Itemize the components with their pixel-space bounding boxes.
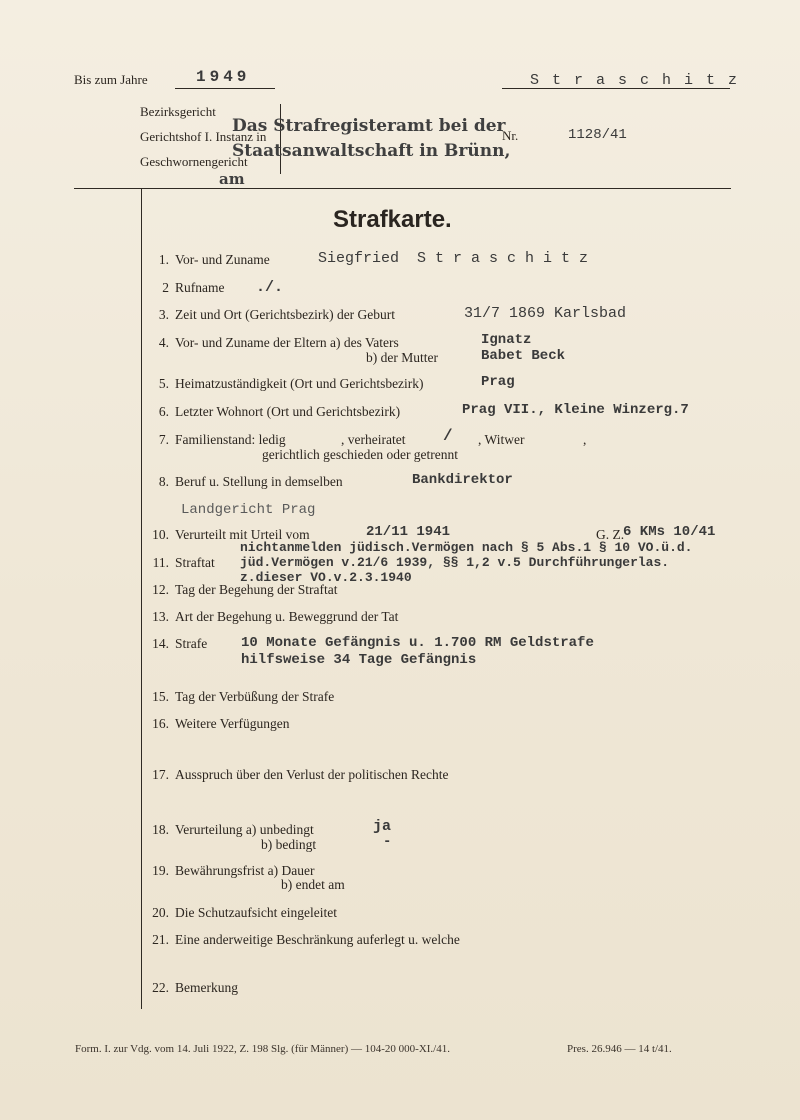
field-7-comma: ,	[583, 432, 587, 447]
year-underline	[175, 88, 275, 89]
field-19-label-b: b) endet am	[281, 877, 345, 892]
field-18-value-a: ja	[373, 818, 392, 835]
field-7-witwer: , Witwer	[478, 432, 525, 447]
field-7-line-2: gerichtlich geschieden oder getrennt	[262, 447, 459, 462]
field-2-label: 2 Rufname	[162, 280, 225, 295]
field-2-value: ./.	[256, 279, 284, 296]
field-22-label: 22. Bemerkung	[152, 980, 238, 995]
gz-label: G. Z.	[596, 527, 625, 542]
field-4-label-b: b) der Mutter	[366, 350, 438, 365]
footer-press-text: Pres. 26.946 — 14 t/41.	[567, 1043, 672, 1055]
nr-label: Nr.	[502, 128, 519, 143]
field-10-label: 10. Verurteilt mit Urteil vom	[152, 527, 310, 542]
field-4-label: 4. Vor- und Zuname der Eltern a) des Vaters	[158, 335, 399, 350]
field-14-line-2: hilfsweise 34 Tage Gefängnis	[241, 652, 477, 668]
bis-zum-jahre-label: Bis zum Jahre	[74, 72, 148, 87]
field-5-label: 5. Heimatzuständigkeit (Ort und Gerichtsbezirk)	[158, 376, 424, 391]
field-15-label: 15. Tag der Verbüßung der Strafe	[152, 689, 335, 704]
page-title: Strafkarte.	[333, 206, 452, 233]
field-3-value: 31/7 1869 Karlsbad	[464, 305, 627, 322]
field-7-verheiratet: , verheiratet	[341, 432, 406, 447]
field-8-value: Bankdirektor	[412, 472, 513, 488]
court-line-3: Geschwornengericht	[140, 154, 248, 169]
field-4-value-a: Ignatz	[481, 332, 532, 348]
court-typed: Landgericht Prag	[181, 502, 316, 518]
surname-underline	[502, 88, 730, 89]
field-12-label: 12. Tag der Begehung der Straftat	[152, 582, 338, 597]
field-4-value-b: Babet Beck	[481, 348, 566, 364]
field-14-label: 14. Strafe	[152, 636, 208, 651]
field-5-value: Prag	[481, 374, 515, 390]
header-rule	[74, 188, 731, 189]
field-7-label: 7. Familienstand: ledig	[158, 432, 286, 447]
field-6-label: 6. Letzter Wohnort (Ort und Gerichtsbezirk)	[158, 404, 401, 419]
field-14-line-1: 10 Monate Gefängnis u. 1.700 RM Geldstrafe	[241, 635, 594, 651]
field-7-mark: /	[443, 427, 453, 445]
field-1-label: 1. Vor- und Zuname	[158, 252, 270, 267]
court-line-1: Bezirksgericht	[140, 104, 216, 119]
left-margin-rule	[141, 189, 142, 1009]
field-17-label: 17. Ausspruch über den Verlust der politischen Rechte	[152, 767, 449, 782]
field-6-value: Prag VII., Kleine Winzerg.7	[462, 402, 689, 418]
nr-value: 1128/41	[568, 127, 627, 143]
field-11-line-2: jüd.Vermögen v.21/6 1939, §§ 1,2 v.5 Durchführungerlas.	[240, 555, 670, 570]
stamp-am: am	[219, 170, 245, 188]
footer-form-text: Form. I. zur Vdg. vom 14. Juli 1922, Z. 198 Slg. (für Männer) — 104-20 000-XI./41.	[75, 1043, 450, 1055]
surname-header: S t r a s c h i t z	[530, 72, 740, 89]
field-1-value: Siegfried S t r a s c h i t z	[318, 250, 589, 267]
field-18-value-b: -	[383, 834, 392, 850]
field-11-label: 11. Straftat	[152, 555, 215, 570]
field-16-label: 16. Weitere Verfügungen	[152, 716, 290, 731]
year-value: 1949	[196, 68, 251, 86]
field-3-label: 3. Zeit und Ort (Gerichtsbezirk) der Geburt	[158, 307, 396, 322]
field-21-label: 21. Eine anderweitige Beschränkung auferlegt u. welche	[152, 932, 460, 947]
field-18-label: 18. Verurteilung a) unbedingt	[152, 822, 314, 837]
field-11-line-3: z.dieser VO.v.2.3.1940	[240, 570, 412, 585]
field-11-line-1: nichtanmelden jüdisch.Vermögen nach § 5 Abs.1 § 10 VO.ü.d.	[240, 540, 693, 555]
stamp-line-1: Das Strafregisteramt bei der	[232, 116, 506, 136]
field-8-label: 8. Beruf u. Stellung in demselben	[158, 474, 343, 489]
court-divider	[280, 104, 281, 174]
stamp-line-2: Staatsanwaltschaft in Brünn,	[232, 141, 511, 161]
field-13-label: 13. Art der Begehung u. Beweggrund der Tat	[152, 609, 399, 624]
field-10-value: 21/11 1941	[366, 524, 451, 540]
field-20-label: 20. Die Schutzaufsicht eingeleitet	[152, 905, 337, 920]
field-19-label: 19. Bewährungsfrist a) Dauer	[152, 863, 315, 878]
court-line-2: Gerichtshof I. Instanz in	[140, 129, 267, 144]
gz-value: 6 KMs 10/41	[623, 524, 716, 540]
field-18-label-b: b) bedingt	[261, 837, 317, 852]
